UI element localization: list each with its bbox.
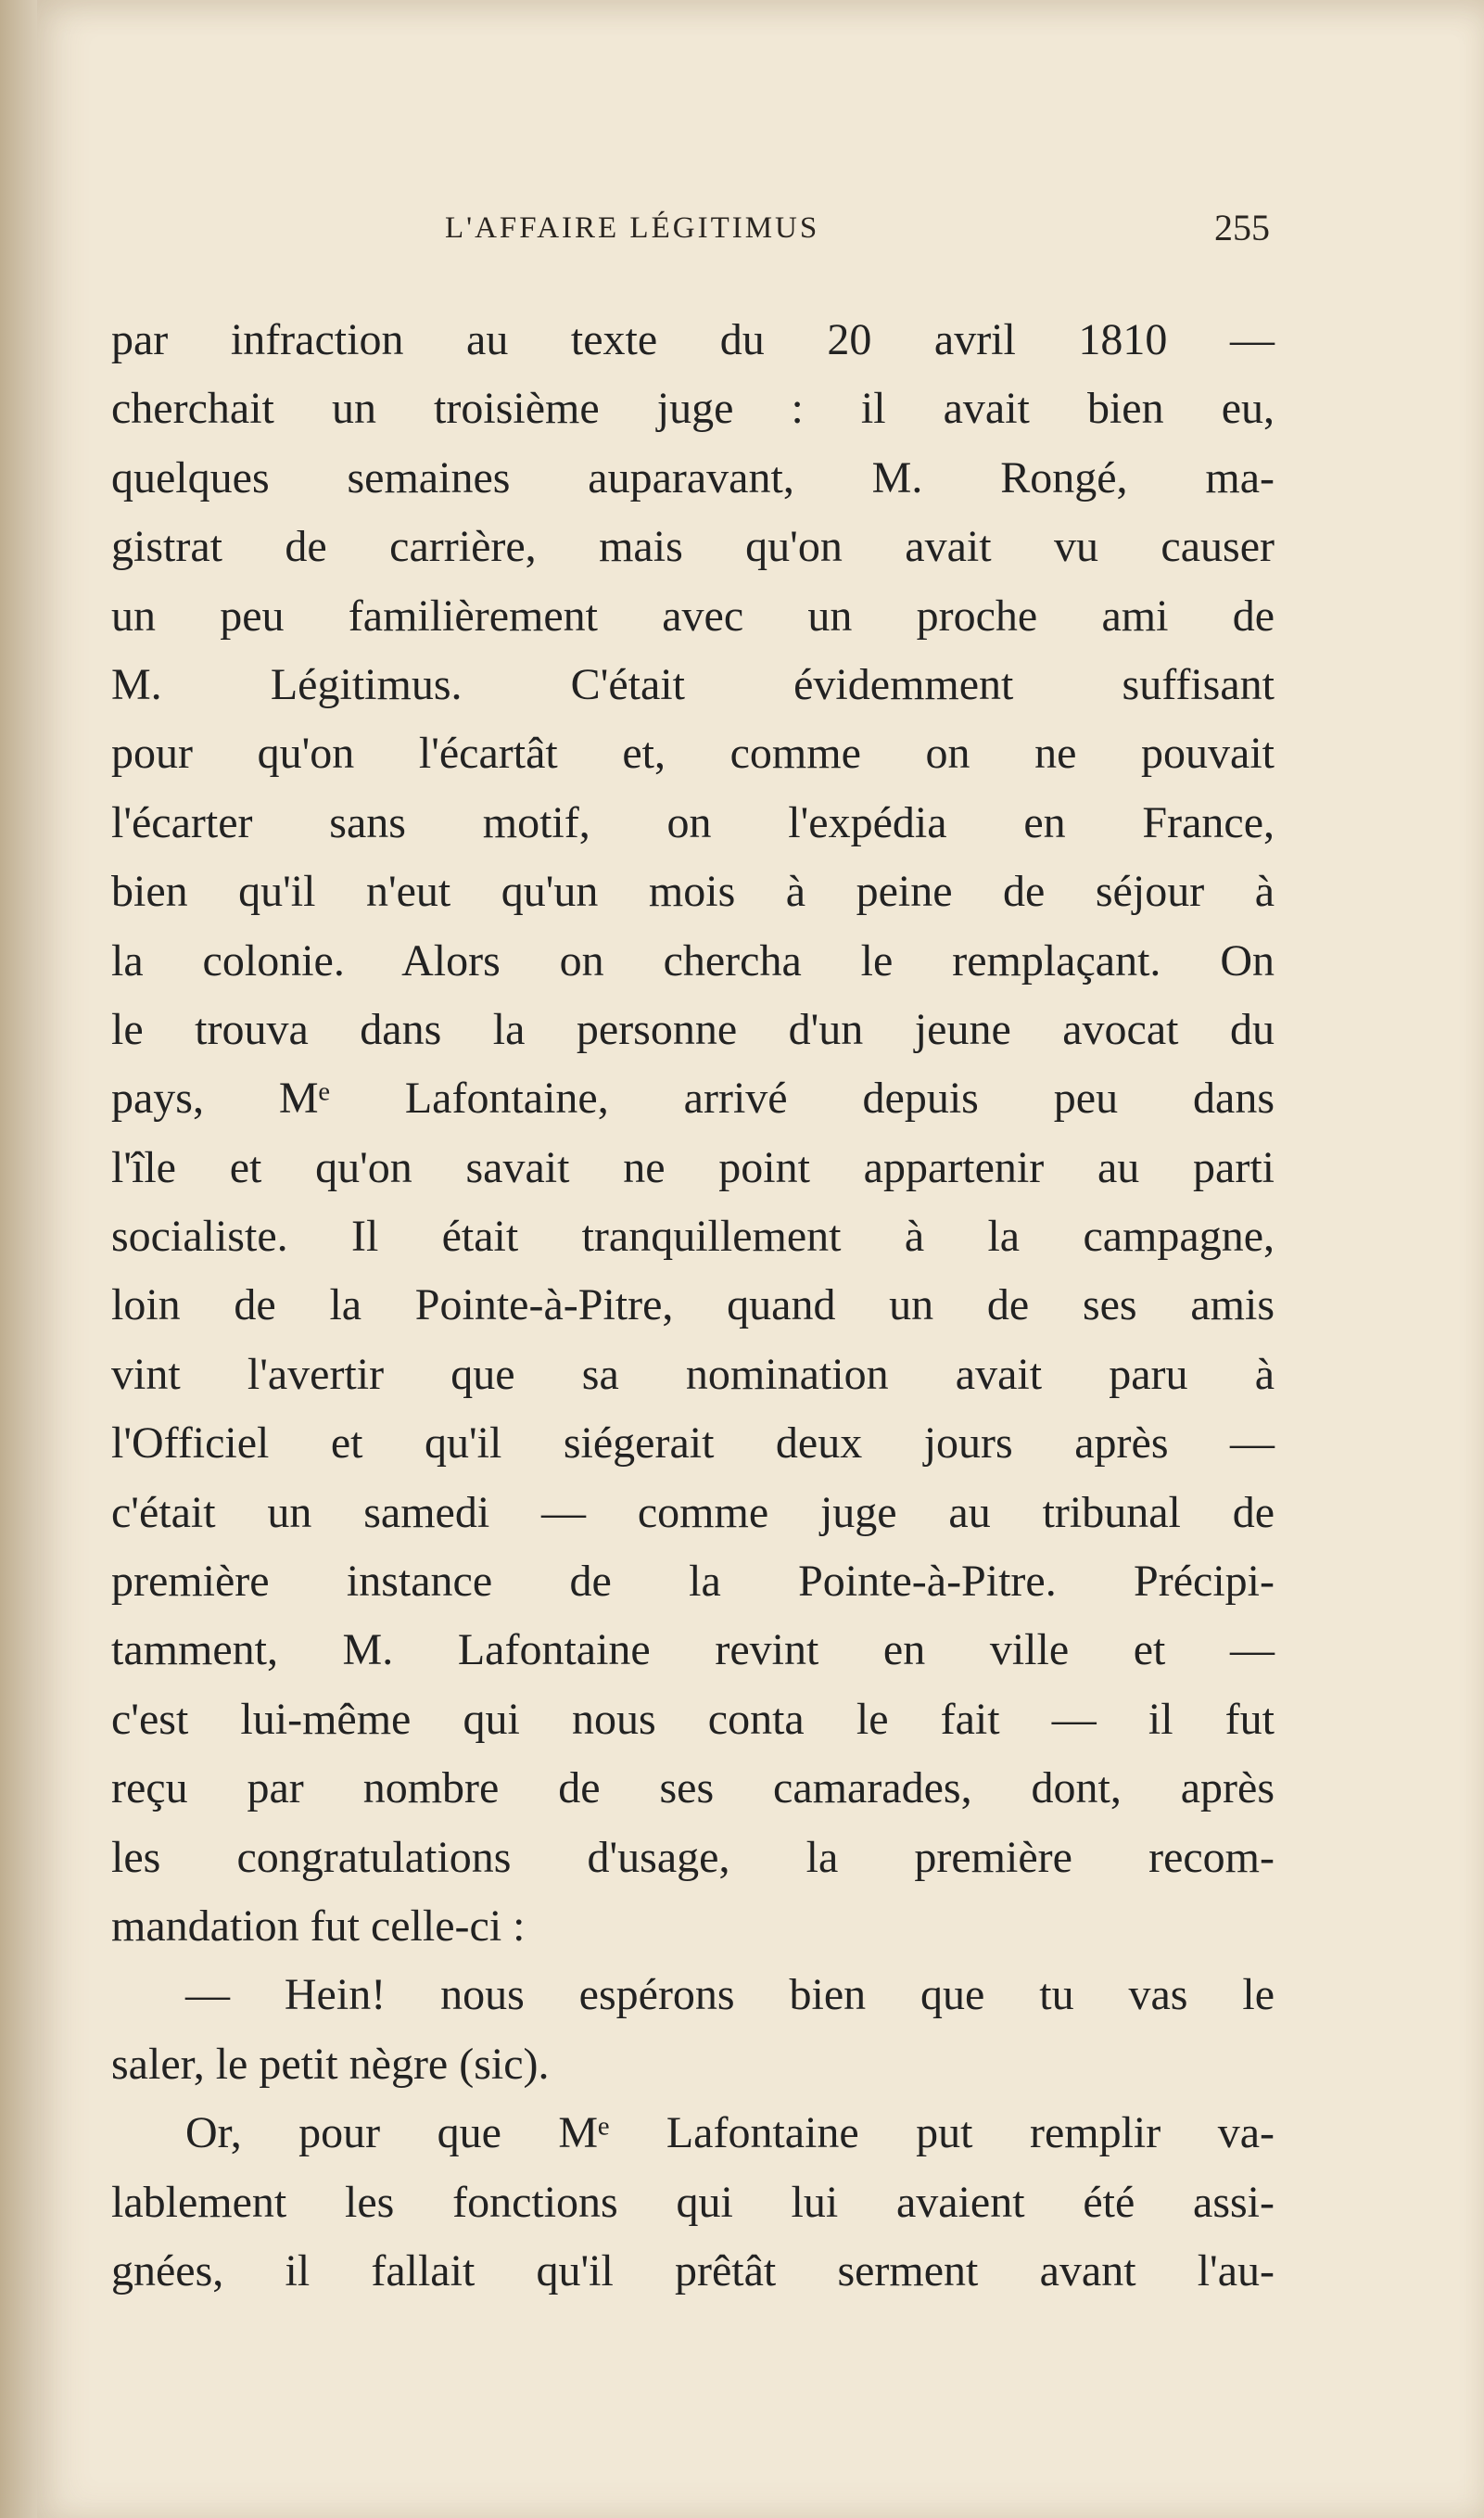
text-line: gistrat de carrière, mais qu'on avait vu causer: [111, 522, 1275, 572]
text-line: socialiste. Il était tranquillement à la campagne,: [111, 1212, 1275, 1262]
text-line: mandation fut celle-ci :: [111, 1901, 526, 1951]
text-line: saler, le petit nègre (sic).: [111, 2039, 550, 2089]
dialogue-line: — Hein! nous espérons bien que tu vas le: [185, 1970, 1275, 2020]
text-line: première instance de la Pointe-à-Pitre. Précipi-: [111, 1557, 1275, 1607]
paragraph-start-line: Or, pour que Mᵉ Lafontaine put remplir va-: [185, 2108, 1275, 2158]
text-line: loin de la Pointe-à-Pitre, quand un de ses amis: [111, 1280, 1275, 1330]
text-line: pour qu'on l'écartât et, comme on ne pouvait: [111, 729, 1275, 779]
text-line: les congratulations d'usage, la première recom-: [111, 1832, 1275, 1882]
text-line: M. Légitimus. C'était évidemment suffisant: [111, 659, 1275, 709]
running-title: L'AFFAIRE LÉGITIMUS: [445, 211, 820, 245]
text-line: la colonie. Alors on chercha le remplaçant. On: [111, 935, 1275, 986]
body-text: [111, 306, 1275, 2306]
page-header: [417, 206, 1270, 252]
book-spine-shadow: [0, 0, 37, 2518]
text-line: l'Officiel et qu'il siégerait deux jours après —: [111, 1418, 1275, 1469]
text-line: un peu familièrement avec un proche ami de: [111, 591, 1275, 641]
text-line: lablement les fonctions qui lui avaient été assi-: [111, 2177, 1275, 2227]
text-line: quelques semaines auparavant, M. Rongé, ma-: [111, 452, 1275, 502]
text-line: gnées, il fallait qu'il prêtât serment avant l'au-: [111, 2245, 1275, 2295]
text-line: l'écarter sans motif, on l'expédia en France,: [111, 797, 1275, 847]
text-line: par infraction au texte du 20 avril 1810 —: [111, 315, 1275, 364]
text-line: pays, Mᵉ Lafontaine, arrivé depuis peu dans: [111, 1074, 1275, 1124]
page-number: 255: [1214, 207, 1270, 248]
text-line: le trouva dans la personne d'un jeune avocat du: [111, 1004, 1275, 1054]
text-line: cherchait un troisième juge : il avait bien eu,: [111, 384, 1275, 434]
text-line: vint l'avertir que sa nomination avait paru à: [111, 1349, 1275, 1399]
text-line: tamment, M. Lafontaine revint en ville et —: [111, 1625, 1275, 1675]
text-line: l'île et qu'on savait ne point appartenir au parti: [111, 1142, 1275, 1192]
text-line: c'était un samedi — comme juge au tribunal de: [111, 1487, 1275, 1537]
text-line: bien qu'il n'eut qu'un mois à peine de séjour à: [111, 867, 1275, 917]
book-page: [37, 0, 1484, 2518]
text-line: reçu par nombre de ses camarades, dont, après: [111, 1763, 1275, 1813]
text-line: c'est lui-même qui nous conta le fait — il fut: [111, 1694, 1275, 1744]
